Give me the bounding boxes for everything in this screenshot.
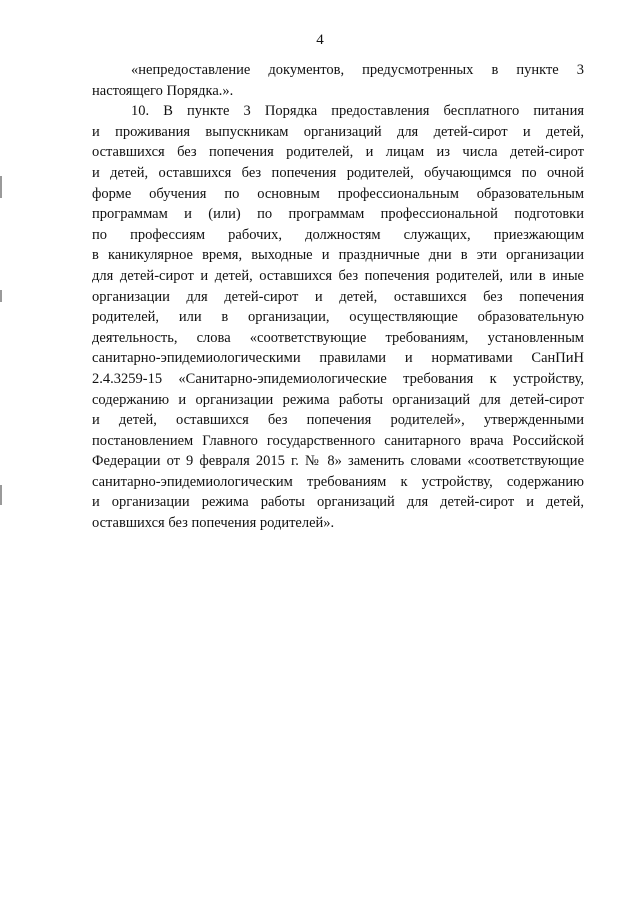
text-line: санитарно-эпидемиологическим требованиям к устройству, содержанию	[92, 473, 584, 490]
text-line: оставшихся без попечения родителей, и лицам из числа детей-сирот	[92, 144, 584, 161]
text-line: и детей, оставшихся без попечения родителей, обучающимся по очной	[92, 164, 584, 181]
text-line: оставшихся без попечения родителей».	[92, 515, 335, 532]
text-line: организации для детей-сирот и детей, оставшихся без попечения	[92, 288, 584, 305]
text-line: содержанию и организации режима работы организаций для детей-сирот	[92, 391, 584, 408]
scan-edge-mark	[0, 290, 2, 302]
text-line: и организации режима работы организаций для детей-сирот и детей,	[92, 494, 584, 511]
text-line: деятельность, слова «соответствующие требованиям, установленным	[92, 329, 584, 346]
text-line: «непредоставление документов, предусмотренных в пункте 3	[131, 62, 584, 78]
text-line: 2.4.3259-15 «Санитарно-эпидемиологические требования к устройству,	[92, 370, 584, 387]
page-number: 4	[316, 32, 324, 48]
text-line: 10. В пункте 3 Порядка предоставления бесплатного питания	[131, 103, 584, 120]
text-line: и проживания выпускникам организаций для детей-сирот и детей,	[92, 123, 584, 140]
text-line: программам и (или) по программам профессиональной подготовки	[92, 206, 584, 223]
text-line: Федерации от 9 февраля 2015 г. № 8» заменить словами «соответствующие	[92, 453, 584, 470]
scan-edge-mark	[0, 485, 2, 505]
text-line: форме обучения по основным профессиональным образовательным	[92, 185, 584, 202]
paragraph-1	[92, 60, 584, 101]
text-line: и детей, оставшихся без попечения родителей», утвержденными	[92, 412, 584, 429]
scan-edge-mark	[0, 176, 2, 198]
text-line: по профессиям рабочих, должностям служащих, приезжающим	[92, 226, 584, 243]
text-line: родителей, или в организации, осуществляющие образовательную	[92, 309, 584, 326]
text-line: в каникулярное время, выходные и праздничные дни в эти организации	[92, 247, 584, 264]
document-body	[92, 60, 584, 534]
paragraph-2	[92, 101, 584, 533]
text-line: для детей-сирот и детей, оставшихся без попечения родителей, или в иные	[92, 267, 584, 284]
text-line: санитарно-эпидемиологическими правилами и нормативами СанПиН	[92, 350, 584, 367]
text-line: настоящего Порядка.».	[92, 82, 234, 99]
text-line: постановлением Главного государственного санитарного врача Российской	[92, 432, 584, 449]
